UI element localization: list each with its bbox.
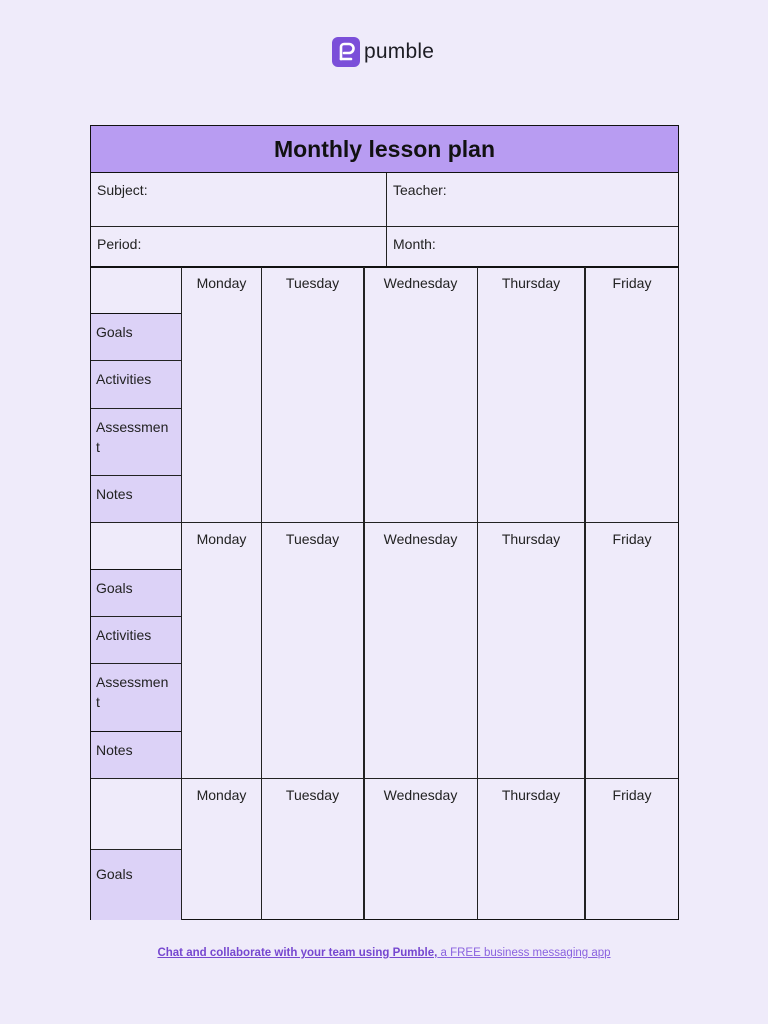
column-divider — [261, 267, 262, 920]
day-header-tuesday: Tuesday — [285, 531, 340, 547]
footer-tagline[interactable]: a FREE business messaging app — [437, 947, 611, 959]
day-header-friday: Friday — [612, 275, 652, 291]
day-header-thursday: Thursday — [501, 787, 561, 803]
day-header-monday: Monday — [196, 787, 247, 803]
info-bottom-border — [91, 266, 678, 268]
row-label-assessment: Assessmen t — [91, 663, 181, 731]
row-label-activities: Activities — [91, 360, 181, 408]
row-label-goals: Goals — [91, 849, 181, 920]
day-header-wednesday: Wednesday — [383, 275, 458, 291]
brand-logo[interactable] — [332, 36, 434, 68]
week-divider — [91, 778, 678, 779]
day-header-monday: Monday — [196, 275, 247, 291]
day-header-wednesday: Wednesday — [383, 787, 458, 803]
teacher-field[interactable]: Teacher: — [393, 182, 447, 198]
lesson-plan-document — [90, 125, 679, 920]
day-header-thursday: Thursday — [501, 531, 561, 547]
week-divider — [91, 522, 678, 523]
day-header-tuesday: Tuesday — [285, 275, 340, 291]
column-divider — [584, 267, 586, 920]
row-label-goals: Goals — [91, 313, 181, 360]
pumble-logo-icon — [332, 37, 360, 67]
day-header-tuesday: Tuesday — [285, 787, 340, 803]
period-field[interactable]: Period: — [97, 236, 142, 252]
row-label-activities: Activities — [91, 616, 181, 663]
day-header-wednesday: Wednesday — [383, 531, 458, 547]
brand-name: pumble — [364, 40, 435, 63]
day-header-friday: Friday — [612, 787, 652, 803]
column-divider — [181, 267, 182, 920]
row-label-goals: Goals — [91, 569, 181, 616]
subject-field[interactable]: Subject: — [97, 182, 148, 198]
page-title: Monthly lesson plan — [273, 135, 496, 162]
row-label-assessment: Assessmen t — [91, 408, 181, 475]
day-header-monday: Monday — [196, 531, 247, 547]
day-header-thursday: Thursday — [501, 275, 561, 291]
month-field[interactable]: Month: — [393, 236, 436, 252]
info-divider — [386, 173, 387, 267]
row-label-notes: Notes — [91, 731, 181, 778]
footer-promo[interactable] — [0, 947, 768, 959]
footer-link[interactable]: Chat and collaborate with your team using Pumble, — [157, 947, 438, 959]
row-label-notes: Notes — [91, 475, 181, 522]
column-divider — [477, 267, 478, 920]
title-bar — [91, 126, 678, 173]
column-divider — [363, 267, 365, 920]
info-row-divider — [91, 226, 678, 227]
day-header-friday: Friday — [612, 531, 652, 547]
